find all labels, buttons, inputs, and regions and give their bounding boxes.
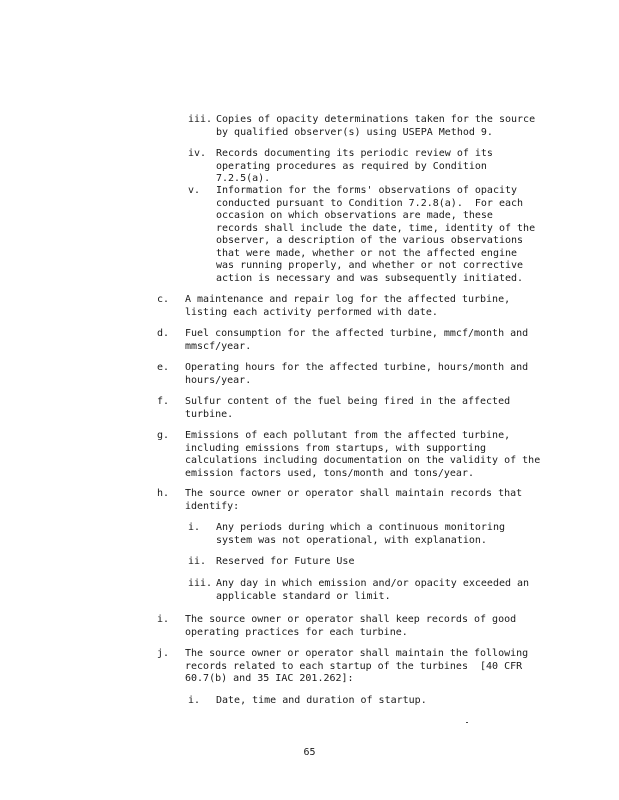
text-line: Records documenting its periodic review of its: [216, 148, 493, 159]
item-text: [185, 396, 510, 421]
text-line: including emissions from startups, with supporting: [185, 442, 487, 454]
text-line: The source owner or operator shall maintain records that: [185, 488, 523, 499]
subitem-h-ii-reserved: [188, 556, 354, 569]
text-line: system was not operational, with explanation.: [216, 534, 487, 546]
item-label: d.: [157, 328, 170, 339]
text-line: Copies of opacity determinations taken for the source: [216, 114, 536, 125]
text-line: applicable standard or limit.: [216, 590, 391, 602]
item-f-sulfur-content: [157, 396, 510, 421]
item-j-startup-records: [157, 648, 528, 686]
text-line: Emissions of each pollutant from the affected turbine,: [185, 430, 511, 441]
item-label: iv.: [188, 148, 207, 159]
item-c-maintenance-log: [157, 294, 510, 319]
text-line: records shall include the date, time, identity of the: [216, 222, 536, 234]
text-line: by qualified observer(s) using USEPA Method 9.: [216, 126, 493, 138]
item-e-operating-hours: [157, 362, 528, 387]
item-text: [216, 695, 427, 708]
text-line: Sulfur content of the fuel being fired in the affected: [185, 396, 511, 407]
subitem-j-i-startup-date-time: [188, 695, 427, 708]
subitem-iii-opacity-determinations: [188, 114, 535, 139]
text-line: The source owner or operator shall keep records of good: [185, 614, 517, 625]
item-label: i.: [188, 522, 201, 533]
text-line: records related to each startup of the turbines [40 CFR: [185, 660, 523, 672]
item-label: i.: [188, 695, 201, 706]
item-label: iii.: [188, 114, 213, 125]
subitem-h-iii-exceedances: [188, 578, 529, 603]
item-text: [216, 148, 493, 186]
item-text: [216, 556, 354, 569]
item-g-emissions: [157, 430, 540, 480]
item-label: g.: [157, 430, 170, 441]
text-line: was running properly, and whether or not corrective: [216, 260, 524, 271]
text-line: hours/year.: [185, 374, 252, 386]
text-line: identify:: [185, 500, 240, 512]
item-label: f.: [157, 396, 170, 407]
text-line: occasion on which observations are made, these: [216, 210, 493, 221]
item-label: iii.: [188, 578, 213, 589]
item-i-good-operating-practices: [157, 614, 516, 639]
text-line: 7.2.5(a).: [216, 173, 271, 184]
text-line: action is necessary and was subsequently initiated.: [216, 272, 524, 284]
text-line: Operating hours for the affected turbine, hours/month and: [185, 362, 529, 373]
item-label: j.: [157, 648, 170, 659]
item-text: [185, 328, 528, 353]
page-number: 65: [303, 747, 316, 758]
item-text: [216, 578, 529, 603]
text-line: Reserved for Future Use: [216, 556, 355, 567]
item-text: [185, 430, 540, 480]
item-label: c.: [157, 294, 170, 305]
subitem-h-i-monitoring-periods: [188, 522, 505, 547]
text-line: turbine.: [185, 408, 234, 420]
item-label: i.: [157, 614, 170, 625]
item-text: [185, 614, 516, 639]
text-line: mmscf/year.: [185, 340, 252, 352]
item-text: [185, 362, 528, 387]
item-label: v.: [188, 185, 201, 196]
text-line: that were made, whether or not the affected engine: [216, 247, 518, 259]
text-line: Fuel consumption for the affected turbine, mmcf/month and: [185, 328, 529, 339]
text-line: calculations including documentation on the validity of the: [185, 455, 541, 466]
text-line: operating practices for each turbine.: [185, 626, 408, 638]
item-text: [216, 185, 535, 285]
item-text: [216, 114, 535, 139]
item-text: [216, 522, 505, 547]
item-label: h.: [157, 488, 170, 499]
subitem-v-opacity-observations: [188, 185, 535, 285]
text-line: 60.7(b) and 35 IAC 201.262]:: [185, 673, 354, 684]
text-line: listing each activity performed with date.: [185, 306, 438, 318]
item-h-records-identify: [157, 488, 522, 513]
item-label: ii.: [188, 556, 207, 567]
text-line: conducted pursuant to Condition 7.2.8(a). For each: [216, 197, 524, 209]
text-line: Date, time and duration of startup.: [216, 695, 427, 706]
text-line: emission factors used, tons/month and tons/year.: [185, 467, 474, 479]
text-line: Any day in which emission and/or opacity exceeded an: [216, 578, 530, 589]
item-text: [185, 648, 528, 686]
item-text: [185, 294, 510, 319]
text-line: The source owner or operator shall maintain the following: [185, 648, 529, 659]
text-line: Any periods during which a continuous monitoring: [216, 522, 505, 533]
text-line: A maintenance and repair log for the affected turbine,: [185, 294, 511, 305]
item-label: e.: [157, 362, 170, 373]
scan-speck: [466, 722, 468, 723]
text-line: observer, a description of the various observations: [216, 235, 524, 246]
text-line: operating procedures as required by Condition: [216, 160, 487, 172]
item-text: [185, 488, 522, 513]
subitem-iv-periodic-review: [188, 148, 493, 186]
item-d-fuel-consumption: [157, 328, 528, 353]
text-line: Information for the forms' observations of opacity: [216, 185, 518, 196]
